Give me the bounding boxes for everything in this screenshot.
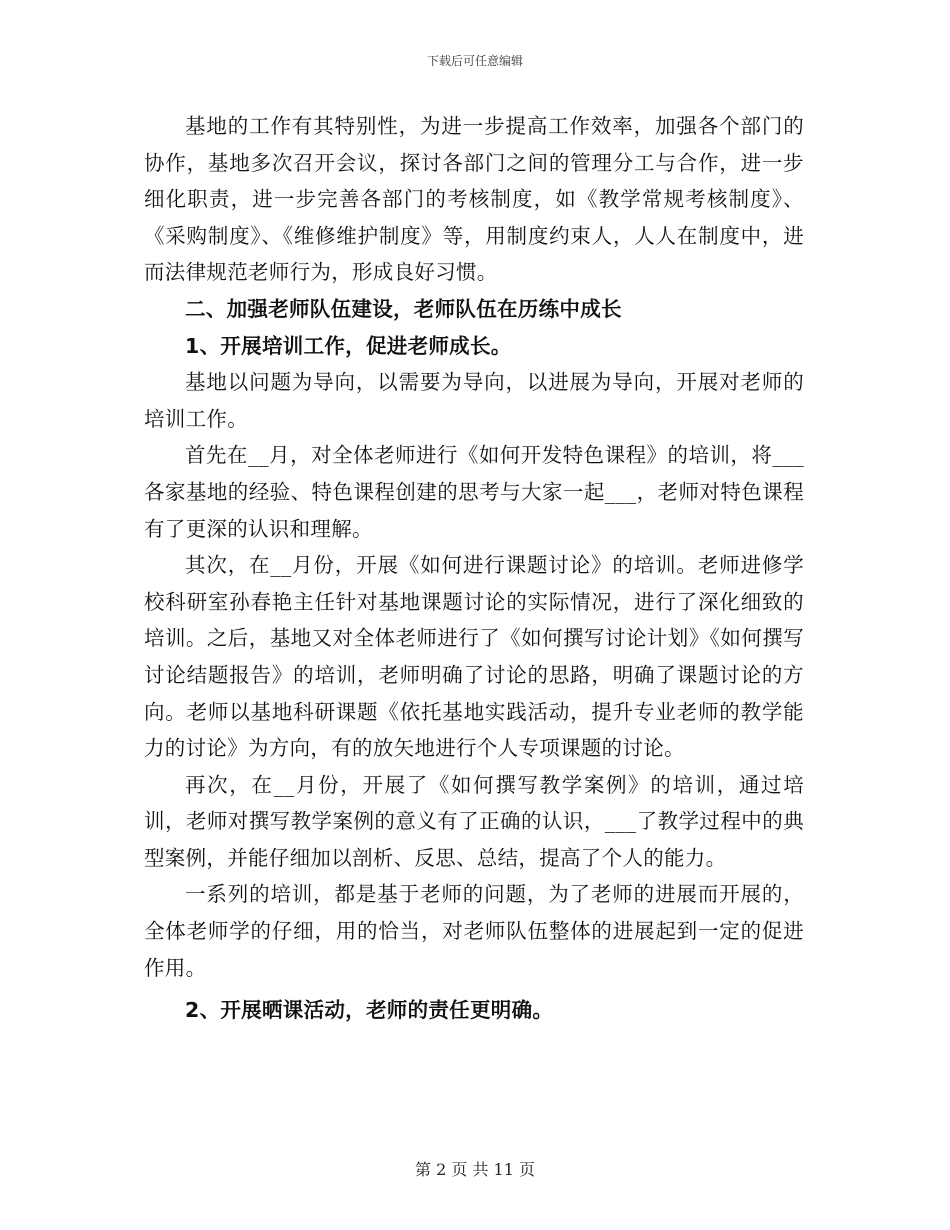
section-heading-teacher-team: 二、加强老师队伍建设，老师队伍在历练中成长 [185,296,622,321]
paragraph-training-first: 首先在__月，对全体老师进行《如何开发特色课程》的培训，将___各家基地的经验、特色课程创建的思考与大家一起___，老师对特色课程有了更深的认识和理解。 [144,443,804,541]
page-header-note: 下载后可任意编辑 [426,54,523,68]
paragraph-training-intro: 基地以问题为导向，以需要为导向，以进展为导向，开展对老师的培训工作。 [144,370,804,431]
subsection-heading-lesson-sharing: 2、开展晒课活动，老师的责任更明确。 [185,998,554,1023]
paragraph-training-summary: 一系列的培训，都是基于老师的问题，为了老师的进展而开展的，全体老师学的仔细，用的恰当，对老师队伍整体的进展起到一定的促进作用。 [144,882,804,980]
subsection-heading-training: 1、开展培训工作，促进老师成长。 [185,333,512,358]
document-body [144,108,804,1029]
paragraph-management-system: 基地的工作有其特别性，为进一步提高工作效率，加强各个部门的协作，基地多次召开会议，探讨各部门之间的管理分工与合作，进一步细化职责，进一步完善各部门的考核制度，如《教学常规考核制度》、《采购制度》、《维修维护制度》等，用制度约束人，人人在制度中，进而法律规范老师行为，形成良好习惯。 [144,114,804,285]
paragraph-training-second: 其次，在__月份，开展《如何进行课题讨论》的培训。老师进修学校科研室孙春艳主任针对基地课题讨论的实际情况，进行了深化细致的培训。之后，基地又对全体老师进行了《如何撰写讨论计划》《如何撰写讨论结题报告》的培训，老师明确了讨论的思路，明确了课题讨论的方向。老师以基地科研课题《依托基地实践活动，提升专业老师的教学能力的讨论》为方向，有的放矢地进行个人专项课题的讨论。 [144,553,804,761]
paragraph-training-third: 再次，在__月份，开展了《如何撰写教学案例》的培训，通过培训，老师对撰写教学案例的意义有了正确的认识，___了教学过程中的典型案例，并能仔细加以剖析、反思、总结，提高了个人的能力。 [144,772,804,870]
page-number-footer: 第 2 页 共 11 页 [415,1160,535,1179]
